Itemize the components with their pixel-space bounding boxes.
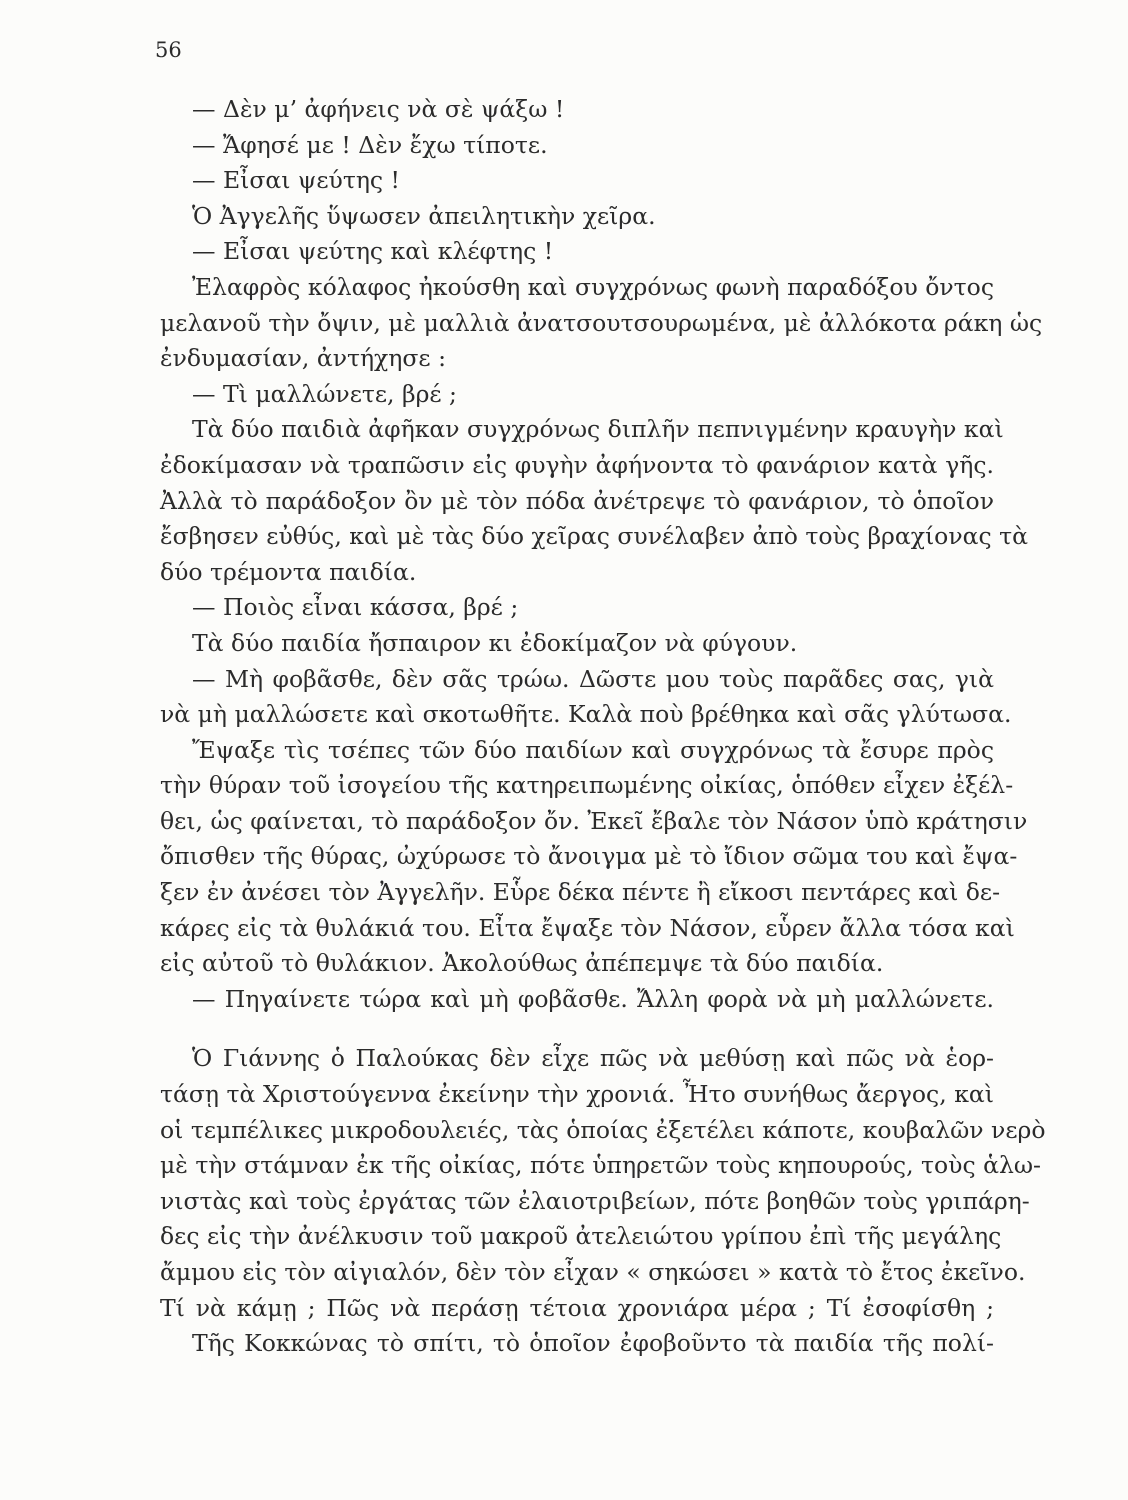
text-line: ξεν ἐν ἀνέσει τὸν Ἀγγελῆν. Εὗρε δέκα πέντε ἢ εἴκοσι πεντάρες καὶ δε- xyxy=(160,878,1001,907)
text-line: θει, ὡς φαίνεται, τὸ παράδοξον ὄν. Ἐκεῖ ἔβαλε τὸν Νάσον ὑπὸ κράτησιν xyxy=(160,806,1028,835)
text-line: κάρες εἰς τὰ θυλάκιά του. Εἶτα ἔψαξε τὸν Νάσον, εὗρεν ἄλλα τόσα καὶ xyxy=(160,913,1015,942)
text-line: Ἀλλὰ τὸ παράδοξον ὂν μὲ τὸν πόδα ἀνέτρεψε τὸ φανάριον, τὸ ὁποῖον xyxy=(160,486,994,515)
text-line: Τί νὰ κάμῃ ; Πῶς νὰ περάσῃ τέτοια χρονιάρα μέρα ; Τί ἐσοφίσθη ; xyxy=(160,1293,994,1322)
section-gap xyxy=(160,1017,994,1041)
body-text xyxy=(160,92,1046,1362)
text-line: Τὰ δύο παιδιὰ ἀφῆκαν συγχρόνως διπλῆν πεπνιγμένην κραυγὴν καὶ xyxy=(192,415,1004,444)
text-line: — Ἄφησέ με ! Δὲν ἔχω τίποτε. xyxy=(192,130,548,159)
text-line: Τῆς Κοκκώνας τὸ σπίτι, τὸ ὁποῖον ἐφοβοῦντο τὰ παιδία τῆς πολί- xyxy=(192,1329,994,1358)
text-line: Ἐλαφρὸς κόλαφος ἠκούσθη καὶ συγχρόνως φωνὴ παραδόξου ὄντος xyxy=(192,272,994,301)
text-line: ἔσβησεν εὐθύς, καὶ μὲ τὰς δύο χεῖρας συνέλαβεν ἀπὸ τοὺς βραχίονας τὰ xyxy=(160,522,1028,551)
text-line: ἐνδυμασίαν, ἀντήχησε : xyxy=(160,344,446,373)
text-line: — Πηγαίνετε τώρα καὶ μὴ φοβᾶσθε. Ἄλλη φορὰ νὰ μὴ μαλλώνετε. xyxy=(192,984,994,1013)
text-line: — Μὴ φοβᾶσθε, δὲν σᾶς τρώω. Δῶστε μου τοὺς παρᾶδες σας, γιὰ xyxy=(192,664,994,693)
text-line: — Εἶσαι ψεύτης ! xyxy=(192,166,400,195)
page-number: 56 xyxy=(155,38,182,62)
text-line: νὰ μὴ μαλλώσετε καὶ σκοτωθῆτε. Καλὰ ποὺ βρέθηκα καὶ σᾶς γλύτωσα. xyxy=(160,700,1012,729)
text-line: — Ποιὸς εἶναι κάσσα, βρέ ; xyxy=(192,593,519,622)
text-line: Ἔψαξε τὶς τσέπες τῶν δύο παιδίων καὶ συγχρόνως τὰ ἔσυρε πρὸς xyxy=(192,735,994,764)
text-line: νιστὰς καὶ τοὺς ἐργάτας τῶν ἐλαιοτριβείων, πότε βοηθῶν τοὺς γριπάρη- xyxy=(160,1186,1030,1215)
text-line: τὴν θύραν τοῦ ἰσογείου τῆς κατηρειπωμένης οἰκίας, ὁπόθεν εἶχεν ἐξέλ- xyxy=(160,771,1014,800)
text-line: μελανοῦ τὴν ὄψιν, μὲ μαλλιὰ ἀνατσουτσουρωμένα, μὲ ἀλλόκοτα ράκη ὡς xyxy=(160,308,1043,337)
text-line: ὄπισθεν τῆς θύρας, ὠχύρωσε τὸ ἄνοιγμα μὲ τὸ ἴδιον σῶμα του καὶ ἔψα- xyxy=(160,842,1018,871)
text-line: Ὁ Γιάννης ὁ Παλούκας δὲν εἶχε πῶς νὰ μεθύσῃ καὶ πῶς νὰ ἑορ- xyxy=(192,1044,994,1073)
text-line: δες εἰς τὴν ἀνέλκυσιν τοῦ μακροῦ ἀτελειώτου γρίπου ἐπὶ τῆς μεγάλης xyxy=(160,1222,1002,1251)
text-line: τάσῃ τὰ Χριστούγεννα ἐκείνην τὴν χρονιά. Ἦτο συνήθως ἄεργος, καὶ xyxy=(160,1080,994,1109)
text-line: οἱ τεμπέλικες μικροδουλειές, τὰς ὁποίας ἐξετέλει κάποτε, κουβαλῶν νερὸ xyxy=(160,1115,1046,1144)
text-line: — Τὶ μαλλώνετε, βρέ ; xyxy=(192,379,457,408)
text-line: Τὰ δύο παιδία ἤσπαιρον κι ἐδοκίμαζον νὰ φύγουν. xyxy=(192,628,798,657)
text-line: — Εἶσαι ψεύτης καὶ κλέφτης ! xyxy=(192,237,554,266)
text-section-2 xyxy=(160,1041,1046,1361)
text-line: δύο τρέμοντα παιδία. xyxy=(160,557,417,586)
text-line: Ὁ Ἀγγελῆς ὕψωσεν ἀπειλητικὴν χεῖρα. xyxy=(192,201,656,230)
text-line: ἐδοκίμασαν νὰ τραπῶσιν εἰς φυγὴν ἀφήνοντα τὸ φανάριον κατὰ γῆς. xyxy=(160,450,994,479)
text-line: εἰς αὐτοῦ τὸ θυλάκιον. Ἀκολούθως ἀπέπεμψε τὰ δύο παιδία. xyxy=(160,949,884,978)
text-line: μὲ τὴν στάμναν ἐκ τῆς οἰκίας, πότε ὑπηρετῶν τοὺς κηπουρούς, τοὺς ἁλω- xyxy=(160,1151,1041,1180)
text-line: ἄμμου εἰς τὸν αἰγιαλόν, δὲν τὸν εἶχαν « σηκώσει » κατὰ τὸ ἔτος ἐκεῖνο. xyxy=(160,1258,1026,1286)
text-section-1 xyxy=(160,92,1043,1017)
text-line: — Δὲν μ’ ἀφήνεις νὰ σὲ ψάξω ! xyxy=(192,95,565,123)
